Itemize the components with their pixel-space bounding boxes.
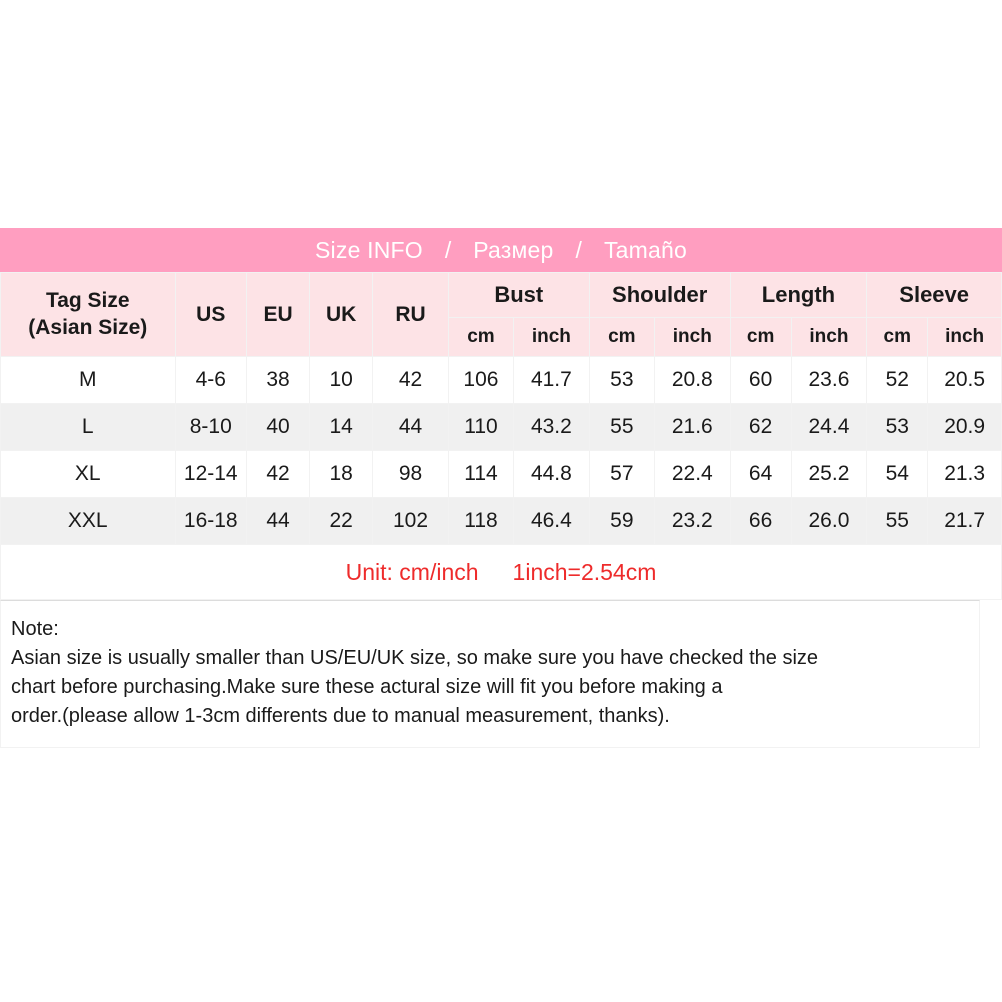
cell-bust-cm: 110 [448, 404, 513, 451]
cell-length-inch: 23.6 [791, 357, 867, 404]
cell-shoulder-cm: 53 [589, 357, 654, 404]
header-bust: Bust [448, 273, 589, 318]
header-eu: EU [247, 273, 310, 357]
cell-tag-size: L [1, 404, 176, 451]
size-chart [0, 228, 1002, 748]
table-header-group-row [1, 273, 1002, 318]
title-segment-english: Size INFO [315, 236, 423, 263]
note-box [0, 600, 980, 748]
header-length: Length [730, 273, 867, 318]
cell-us: 4-6 [175, 357, 246, 404]
cell-eu: 44 [247, 498, 310, 545]
cell-length-cm: 66 [730, 498, 791, 545]
unit-note-cell [1, 545, 1002, 600]
cell-shoulder-cm: 59 [589, 498, 654, 545]
header-shoulder-cm: cm [589, 318, 654, 357]
cell-length-inch: 25.2 [791, 451, 867, 498]
cell-sleeve-cm: 52 [867, 357, 928, 404]
cell-sleeve-inch: 21.3 [928, 451, 1002, 498]
cell-shoulder-cm: 57 [589, 451, 654, 498]
header-us: US [175, 273, 246, 357]
cell-uk: 18 [310, 451, 373, 498]
cell-bust-inch: 43.2 [514, 404, 590, 451]
cell-ru: 102 [373, 498, 449, 545]
cell-us: 16-18 [175, 498, 246, 545]
cell-uk: 10 [310, 357, 373, 404]
cell-bust-inch: 44.8 [514, 451, 590, 498]
header-tag-size [1, 273, 176, 357]
cell-bust-inch: 41.7 [514, 357, 590, 404]
measurements-table [0, 272, 1002, 600]
cell-length-cm: 60 [730, 357, 791, 404]
cell-bust-inch: 46.4 [514, 498, 590, 545]
cell-length-cm: 62 [730, 404, 791, 451]
cell-bust-cm: 118 [448, 498, 513, 545]
cell-eu: 40 [247, 404, 310, 451]
cell-ru: 98 [373, 451, 449, 498]
title-segment-spanish: Tamaño [603, 236, 687, 263]
unit-note-row [1, 545, 1002, 600]
size-info-title-bar [0, 228, 1002, 272]
header-shoulder-inch: inch [654, 318, 730, 357]
header-length-cm: cm [730, 318, 791, 357]
header-sleeve-inch: inch [928, 318, 1002, 357]
note-line-3: order.(please allow 1-3cm differents due to manual measurement, thanks). [11, 705, 670, 727]
cell-eu: 42 [247, 451, 310, 498]
note-line-1: Asian size is usually smaller than US/EU/UK size, so make sure you have checked the size [11, 647, 819, 669]
header-tag-size-line2: (Asian Size) [28, 315, 148, 339]
cell-ru: 42 [373, 357, 449, 404]
header-ru: RU [373, 273, 449, 357]
header-shoulder: Shoulder [589, 273, 730, 318]
cell-shoulder-cm: 55 [589, 404, 654, 451]
unit-text: Unit: cm/inch [345, 558, 479, 585]
cell-tag-size: XXL [1, 498, 176, 545]
header-sleeve: Sleeve [867, 273, 1002, 318]
cell-sleeve-inch: 20.9 [928, 404, 1002, 451]
cell-uk: 22 [310, 498, 373, 545]
cell-us: 8-10 [175, 404, 246, 451]
note-label: Note: [11, 618, 59, 640]
header-tag-size-line1: Tag Size [45, 289, 130, 313]
table-row [1, 498, 1002, 545]
cell-bust-cm: 114 [448, 451, 513, 498]
cell-sleeve-cm: 54 [867, 451, 928, 498]
cell-ru: 44 [373, 404, 449, 451]
note-line-2: chart before purchasing.Make sure these actural size will fit you before making a [11, 676, 723, 698]
header-bust-inch: inch [514, 318, 590, 357]
conversion-text: 1inch=2.54cm [512, 558, 657, 585]
table-row [1, 451, 1002, 498]
cell-length-inch: 26.0 [791, 498, 867, 545]
cell-shoulder-inch: 23.2 [654, 498, 730, 545]
cell-tag-size: XL [1, 451, 176, 498]
title-separator-1: / [444, 236, 452, 263]
table-row [1, 404, 1002, 451]
title-separator-2: / [575, 236, 582, 263]
cell-shoulder-inch: 22.4 [654, 451, 730, 498]
header-length-inch: inch [791, 318, 867, 357]
cell-sleeve-inch: 20.5 [928, 357, 1002, 404]
cell-uk: 14 [310, 404, 373, 451]
cell-sleeve-cm: 55 [867, 498, 928, 545]
cell-length-inch: 24.4 [791, 404, 867, 451]
cell-sleeve-inch: 21.7 [928, 498, 1002, 545]
cell-tag-size: M [1, 357, 176, 404]
cell-eu: 38 [247, 357, 310, 404]
header-sleeve-cm: cm [867, 318, 928, 357]
cell-us: 12-14 [175, 451, 246, 498]
table-row [1, 357, 1002, 404]
cell-sleeve-cm: 53 [867, 404, 928, 451]
header-bust-cm: cm [448, 318, 513, 357]
cell-bust-cm: 106 [448, 357, 513, 404]
cell-shoulder-inch: 20.8 [654, 357, 730, 404]
cell-length-cm: 64 [730, 451, 791, 498]
header-uk: UK [310, 273, 373, 357]
title-segment-russian: Размер [473, 236, 554, 263]
cell-shoulder-inch: 21.6 [654, 404, 730, 451]
